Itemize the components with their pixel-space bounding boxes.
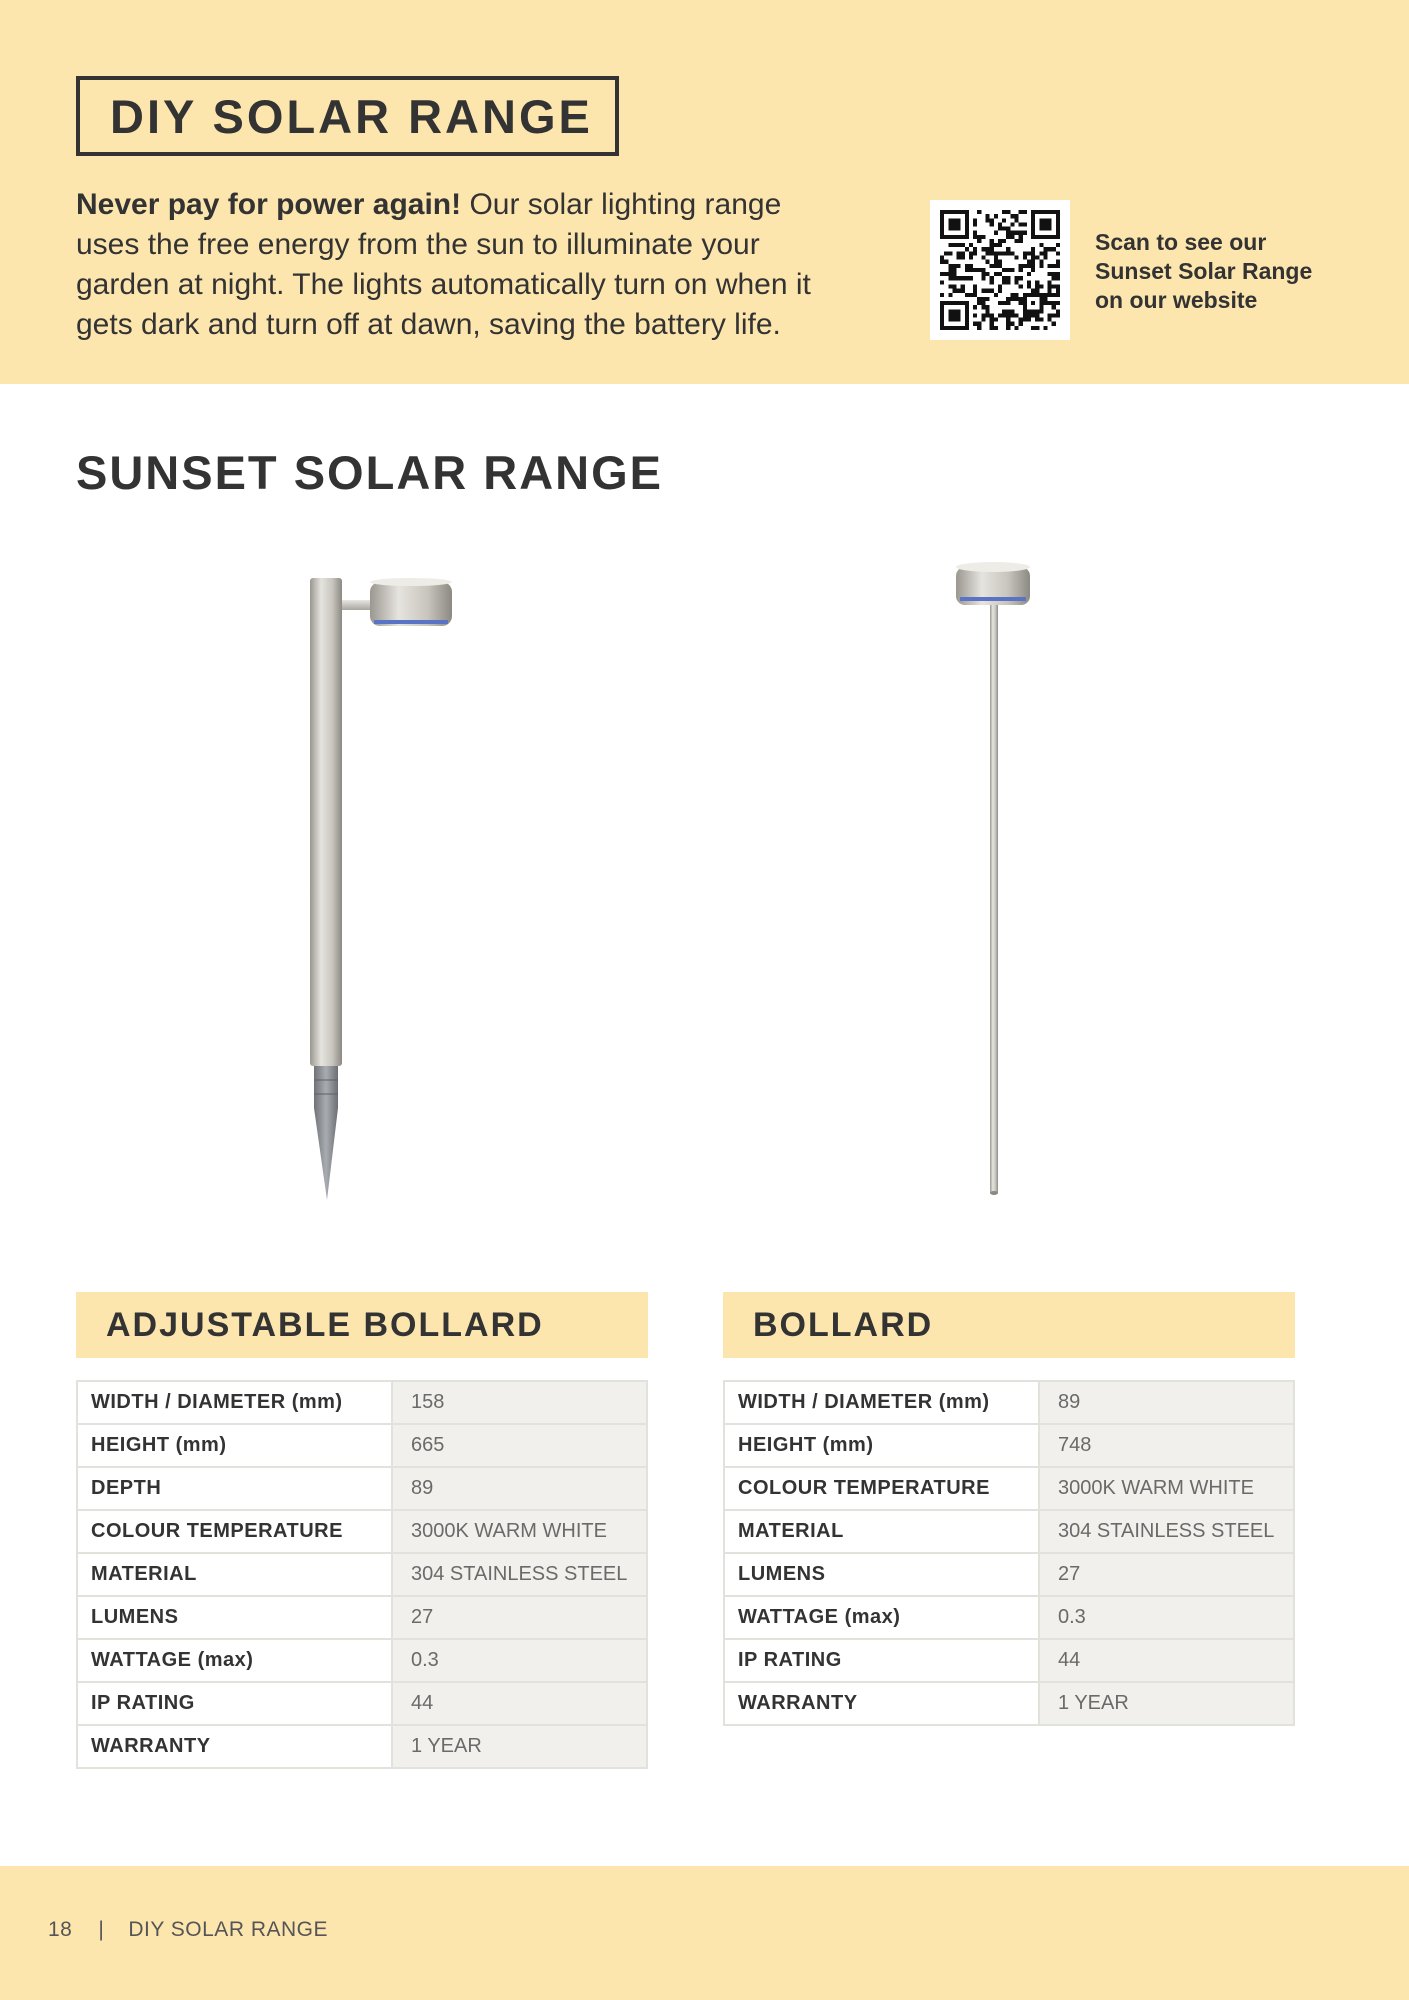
intro-paragraph	[76, 185, 846, 345]
adjustable-bollard-spec-table	[76, 1380, 648, 1769]
spec-label: COLOUR TEMPERATURE	[77, 1510, 392, 1553]
qr-code-icon	[940, 210, 1060, 330]
page-title: DIY SOLAR RANGE	[110, 89, 593, 143]
spec-value: 1 YEAR	[392, 1725, 647, 1768]
adjustable-bollard-header	[76, 1292, 648, 1358]
spec-row	[77, 1596, 647, 1639]
spec-label: HEIGHT (mm)	[77, 1424, 392, 1467]
spec-row	[724, 1381, 1294, 1424]
qr-caption-line: on our website	[1095, 287, 1258, 313]
spec-row	[724, 1510, 1294, 1553]
bollard-spec-table	[723, 1380, 1295, 1726]
footer-section-name: DIY SOLAR RANGE	[128, 1918, 328, 1941]
spec-label: WIDTH / DIAMETER (mm)	[724, 1381, 1039, 1424]
product-name: BOLLARD	[753, 1305, 934, 1344]
product-name: ADJUSTABLE BOLLARD	[106, 1305, 544, 1344]
spec-row	[724, 1596, 1294, 1639]
spec-value: 1 YEAR	[1039, 1682, 1294, 1725]
spec-value: 665	[392, 1424, 647, 1467]
spec-label: COLOUR TEMPERATURE	[724, 1467, 1039, 1510]
spec-value: 44	[1039, 1639, 1294, 1682]
footer-separator: |	[98, 1918, 105, 1941]
adjustable-bollard-image	[290, 560, 490, 1210]
footer	[48, 1918, 328, 1942]
spec-label: IP RATING	[724, 1639, 1039, 1682]
intro-rest: Our solar lighting range uses the free energy from the sun to illuminate your garden at night. The lights automatically turn on when it gets dark and turn off at dawn, saving the battery life.	[76, 188, 811, 341]
spec-row	[724, 1682, 1294, 1725]
spec-row	[77, 1510, 647, 1553]
spec-value: 158	[392, 1381, 647, 1424]
spec-value: 3000K WARM WHITE	[1039, 1467, 1294, 1510]
spec-label: HEIGHT (mm)	[724, 1424, 1039, 1467]
spec-value: 0.3	[1039, 1596, 1294, 1639]
spec-row	[77, 1553, 647, 1596]
spec-row	[724, 1467, 1294, 1510]
qr-code[interactable]	[930, 200, 1070, 340]
spec-label: WARRANTY	[77, 1725, 392, 1768]
spec-row	[77, 1381, 647, 1424]
qr-caption-line: Sunset Solar Range	[1095, 258, 1313, 284]
spec-value: 304 STAINLESS STEEL	[392, 1553, 647, 1596]
spec-row	[77, 1682, 647, 1725]
spec-label: IP RATING	[77, 1682, 392, 1725]
spec-label: WIDTH / DIAMETER (mm)	[77, 1381, 392, 1424]
spec-value: 89	[392, 1467, 647, 1510]
spec-value: 27	[1039, 1553, 1294, 1596]
spec-value: 27	[392, 1596, 647, 1639]
spec-row	[724, 1639, 1294, 1682]
spec-row	[724, 1553, 1294, 1596]
spec-label: WARRANTY	[724, 1682, 1039, 1725]
spec-label: WATTAGE (max)	[724, 1596, 1039, 1639]
spec-label: MATERIAL	[724, 1510, 1039, 1553]
spec-value: 89	[1039, 1381, 1294, 1424]
spec-row	[77, 1467, 647, 1510]
spec-label: WATTAGE (max)	[77, 1639, 392, 1682]
spec-label: LUMENS	[724, 1553, 1039, 1596]
bollard-header	[723, 1292, 1295, 1358]
page-title-box	[76, 76, 619, 156]
spec-row	[77, 1424, 647, 1467]
intro-bold: Never pay for power again!	[76, 188, 462, 221]
spec-row	[77, 1725, 647, 1768]
spec-label: MATERIAL	[77, 1553, 392, 1596]
spec-value: 44	[392, 1682, 647, 1725]
spec-value: 0.3	[392, 1639, 647, 1682]
spec-row	[77, 1639, 647, 1682]
spec-value: 304 STAINLESS STEEL	[1039, 1510, 1294, 1553]
spec-row	[724, 1424, 1294, 1467]
spec-label: DEPTH	[77, 1467, 392, 1510]
spec-value: 748	[1039, 1424, 1294, 1467]
spec-label: LUMENS	[77, 1596, 392, 1639]
bollard-image	[940, 555, 1060, 1205]
section-title: SUNSET SOLAR RANGE	[76, 446, 663, 499]
page-number: 18	[48, 1918, 73, 1941]
qr-caption	[1095, 228, 1355, 315]
qr-caption-line: Scan to see our	[1095, 229, 1267, 255]
spec-value: 3000K WARM WHITE	[392, 1510, 647, 1553]
